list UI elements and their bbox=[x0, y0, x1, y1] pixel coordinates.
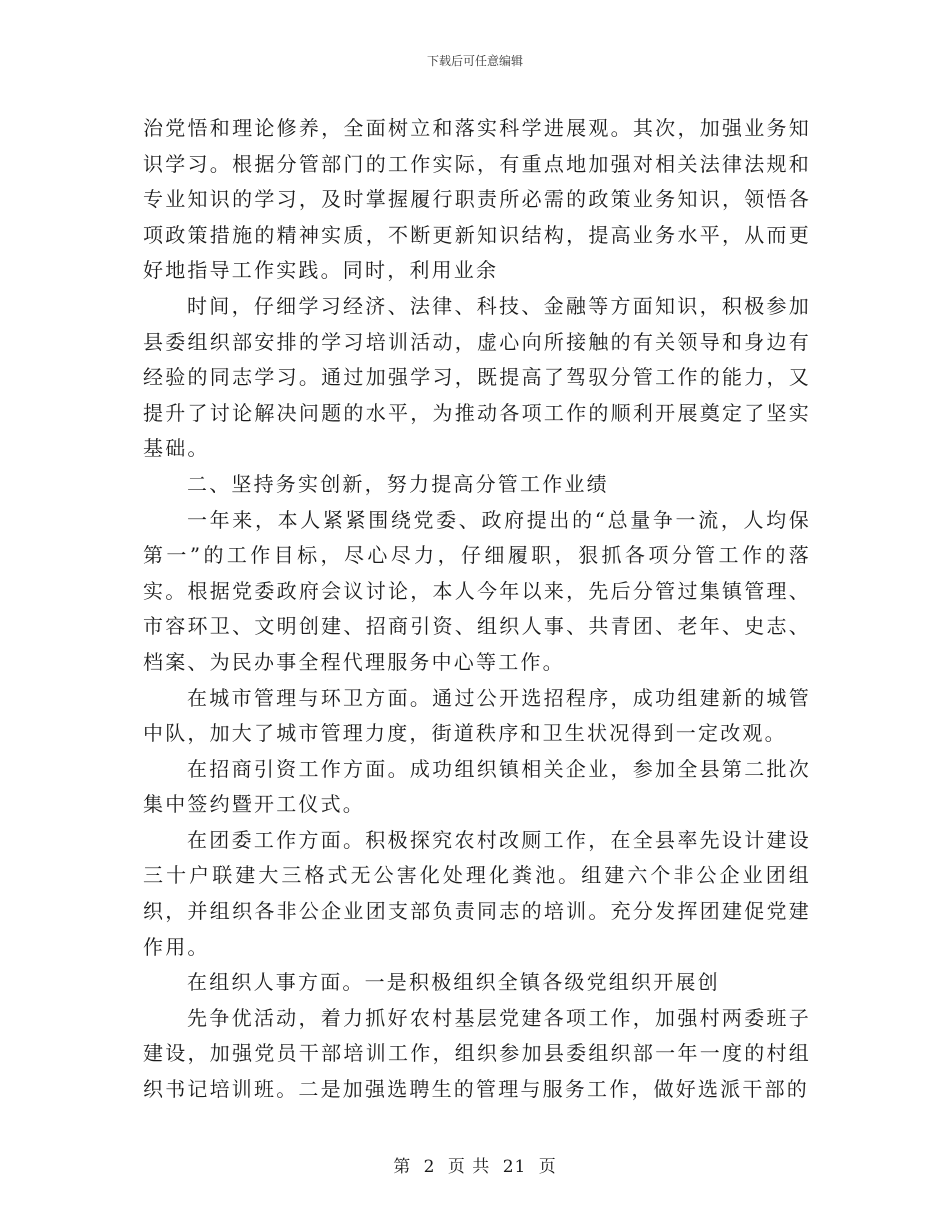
paragraph-7: 在团委工作方面。积极探究农村改厕工作，在全县率先设计建设三十户联建大三格式无公害化处理化粪池。组建六个非公企业团组织，并组织各非公企业团支部负责同志的培训。充分发挥团建促党建作用。 bbox=[143, 827, 811, 959]
page-header-note: 下载后可任意编辑 bbox=[426, 54, 523, 68]
page-number-middle: 页 共 bbox=[447, 1157, 491, 1177]
page-number-prefix: 第 bbox=[393, 1157, 412, 1177]
paragraph-1: 治党悟和理论修养，全面树立和落实科学进展观。其次，加强业务知识学习。根据分管部门的工作实际，有重点地加强对相关法律法规和专业知识的学习，及时掌握履行职责所必需的政策业务知识，领悟各项政策措施的精神实质，不断更新知识结构，提高业务水平，从而更好地指导工作实践。同时，利用业余 bbox=[143, 116, 811, 283]
paragraph-5: 在城市管理与环卫方面。通过公开选招程序，成功组建新的城管中队，加大了城市管理力度，街道秩序和卫生状况得到一定改观。 bbox=[143, 685, 811, 746]
paragraph-4: 一年来，本人紧紧围绕党委、政府提出的“总量争一流，人均保第一”的工作目标，尽心尽力，仔细履职，狠抓各项分管工作的落实。根据党委政府会议讨论，本人今年以来，先后分管过集镇管理、市容环卫、文明创建、招商引资、组织人事、共青团、老年、史志、档案、为民办事全程代理服务中心等工作。 bbox=[143, 507, 811, 674]
page-number-suffix: 页 bbox=[538, 1157, 557, 1177]
page-number-total: 21 bbox=[502, 1157, 527, 1177]
document-body bbox=[143, 111, 811, 1108]
page-number bbox=[0, 1152, 950, 1177]
paragraph-6: 在招商引资工作方面。成功组织镇相关企业，参加全县第二批次集中签约暨开工仪式。 bbox=[143, 756, 811, 817]
section-heading: 二、坚持务实创新，努力提高分管工作业绩 bbox=[187, 471, 609, 496]
page-number-current: 2 bbox=[423, 1157, 436, 1177]
paragraph-2: 时间，仔细学习经济、法律、科技、金融等方面知识，积极参加县委组织部安排的学习培训活动，虚心向所接触的有关领导和身边有经验的同志学习。通过加强学习，既提高了驾驭分管工作的能力，又提升了讨论解决问题的水平，为推动各项工作的顺利开展奠定了坚实基础。 bbox=[143, 293, 811, 461]
paragraph-9: 先争优活动，着力抓好农村基层党建各项工作，加强村两委班子建设，加强党员干部培训工作，组织参加县委组织部一年一度的村组织书记培训班。二是加强选聘生的管理与服务工作，做好选派干部的 bbox=[143, 1005, 811, 1102]
paragraph-8: 在组织人事方面。一是积极组织全镇各级党组织开展创 bbox=[187, 970, 720, 995]
